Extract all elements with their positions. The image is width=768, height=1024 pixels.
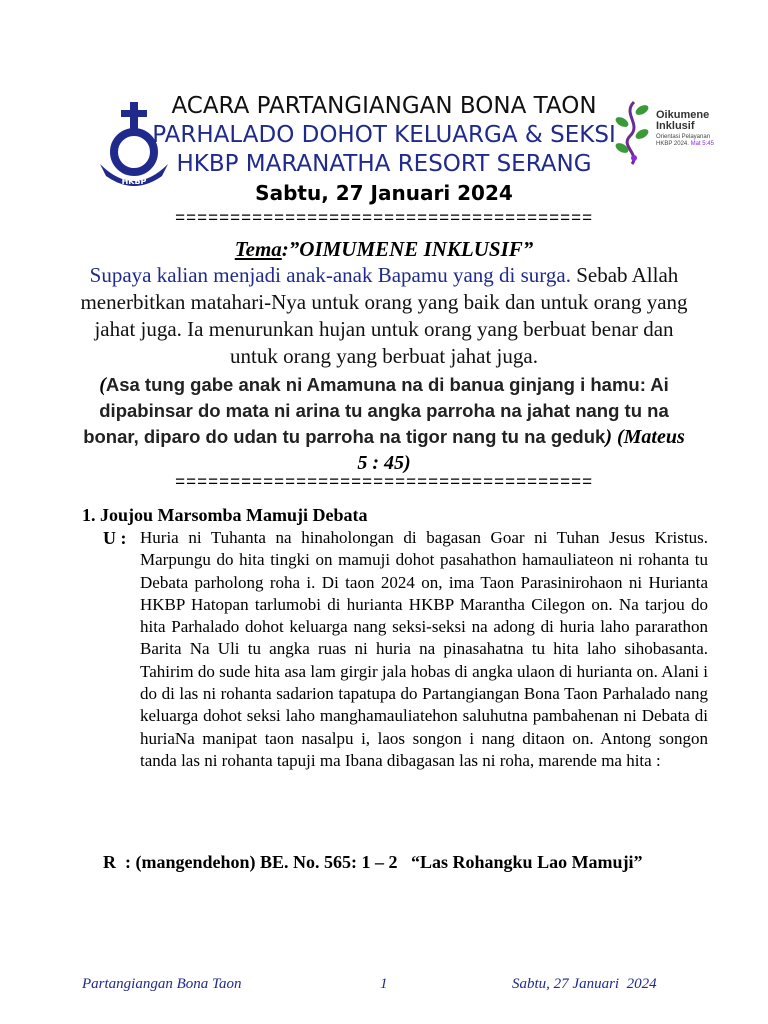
verse-batak: (Asa tung gabe anak ni Amamuna na di banua ginjang i hamu: Ai dipabinsar do mata ni arina tu angka parroha na jahat nang tu na bonar, diparo do udan tu parroha na tigor nang tu na geduk) (Mateus 5 : 45) xyxy=(83,374,685,474)
header-date: Sabtu, 27 Januari 2024 xyxy=(255,181,513,205)
theme-value: :”OIMUMENE INKLUSIF” xyxy=(281,237,534,261)
section-title: 1. Joujou Marsomba Mamuji Debata xyxy=(82,505,368,525)
header-title-line-3: HKBP MARANATHA RESORT SERANG xyxy=(176,151,592,177)
leader-label: U : xyxy=(103,528,127,548)
footer-page-number: 1 xyxy=(380,976,388,992)
theme-label: Tema xyxy=(234,237,282,261)
document-header xyxy=(0,92,768,207)
verse-indonesian: Supaya kalian menjadi anak-anak Bapamu yang di surga. Sebab Allah menerbitkan matahari-Nya untuk orang yang baik dan untuk orang yang jahat juga. Ia menurunkan hujan untuk orang yang berbuat benar dan untuk orang yang berbuat jahat juga. xyxy=(80,263,688,368)
header-title-line-1: ACARA PARTANGIANGAN BONA TAON xyxy=(171,93,597,119)
divider-bottom: ====================================== xyxy=(174,474,594,493)
verse-reference: ) (Mateus 5 : 45) xyxy=(357,426,685,474)
theme-line xyxy=(0,236,768,262)
header-title-line-2: PARHALADO DOHOT KELUARGA & SEKSI xyxy=(152,122,616,148)
logo-title-1: Oikumene xyxy=(656,109,710,121)
logo-subtitle: Orientasi Pelayanan HKBP 2024. Mat 5:45 xyxy=(656,134,714,147)
divider-top: ====================================== xyxy=(174,210,594,229)
footer-right: Sabtu, 27 Januari 2024 xyxy=(512,976,657,992)
footer-left: Partangiangan Bona Taon xyxy=(82,976,242,992)
svg-text:HKBP: HKBP xyxy=(121,177,147,186)
leader-text: Huria ni Tuhanta na hinaholongan di bagasan Goar ni Tuhan Jesus Kristus. Marpungu do hita tingki on mamuji dohot pasahathon hamauliateon ni rohanta tu Debata parholong roha i. Di taon 2024 on, ima Taon Parasinirohaon ni Hurianta HKBP Hatopan tarlumobi di hurianta HKBP Marantha Cilegon on. Na tarjou do hita Parhalado dohot keluarga nang seksi-seksi na adong di huria laho pararathon Barita Na Uli tu angka ruas ni huria na pinasahatna tu hita laho sihobasanta. Tahirim do sude hita asa lam girgir jala hobas di angka ulaon di hurianta on. Alani i do di las ni rohanta sadarion tapatupa do Partangiangan Bona Taon Parhalado nang keluarga dohot seksi laho manghamauliatehon saluhutna pambahenan ni Debata di huriaNa manipat taon nasalpu i, laos songon i nang ditaon on. Antong songon tanda las ni rohanta tapuji ma Ibana dibagasan las ni roha, marende ma hita : xyxy=(140,528,708,770)
logo-title-2: Inklusif xyxy=(656,120,695,132)
response-line: R : (mangendehon) BE. No. 565: 1 – 2 “Las Rohangku Lao Mamuji” xyxy=(103,852,643,872)
